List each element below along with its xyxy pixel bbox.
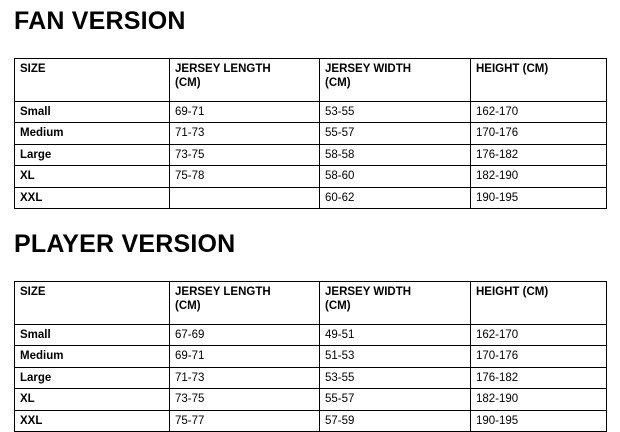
cell-jersey-length: 71-73 [170, 123, 320, 144]
table-row [15, 144, 607, 165]
column-header-jersey-length [170, 282, 320, 325]
cell-jersey-length [170, 187, 320, 208]
cell-height: 176-182 [471, 144, 607, 165]
cell-jersey-length: 69-71 [170, 102, 320, 123]
column-header-jersey-length-label: JERSEY LENGTH (CM) [175, 63, 271, 90]
table-body [15, 325, 607, 432]
table-row [15, 187, 607, 208]
column-header-height [471, 59, 607, 102]
column-header-height-label: HEIGHT (CM) [476, 286, 549, 298]
cell-height: 170-176 [471, 123, 607, 144]
cell-size: Medium [15, 123, 170, 144]
player-version-size-table [14, 281, 607, 432]
cell-size: XL [15, 166, 170, 187]
cell-height: 170-176 [471, 346, 607, 367]
fan-version-title: FAN VERSION [14, 7, 186, 35]
cell-jersey-width: 58-60 [320, 166, 471, 187]
cell-jersey-width: 55-57 [320, 389, 471, 410]
cell-jersey-width: 57-59 [320, 410, 471, 431]
cell-jersey-width: 49-51 [320, 325, 471, 346]
cell-jersey-width: 53-55 [320, 367, 471, 388]
fan-version-size-table [14, 58, 607, 209]
cell-height: 162-170 [471, 102, 607, 123]
table-body [15, 102, 607, 209]
cell-jersey-width: 55-57 [320, 123, 471, 144]
column-header-size-label: SIZE [20, 63, 46, 75]
table-header-row [15, 282, 607, 325]
column-header-jersey-width [320, 59, 471, 102]
cell-jersey-width: 51-53 [320, 346, 471, 367]
cell-size: Large [15, 144, 170, 165]
table-header-row [15, 59, 607, 102]
cell-size: XXL [15, 410, 170, 431]
cell-jersey-length: 73-75 [170, 389, 320, 410]
table-row [15, 389, 607, 410]
cell-height: 190-195 [471, 187, 607, 208]
cell-jersey-length: 75-78 [170, 166, 320, 187]
cell-height: 190-195 [471, 410, 607, 431]
column-header-height-label: HEIGHT (CM) [476, 63, 549, 75]
cell-jersey-width: 60-62 [320, 187, 471, 208]
table-row [15, 325, 607, 346]
column-header-jersey-length [170, 59, 320, 102]
cell-jersey-length: 71-73 [170, 367, 320, 388]
table-row [15, 367, 607, 388]
column-header-jersey-width-label: JERSEY WIDTH (CM) [325, 286, 412, 313]
cell-size: XXL [15, 187, 170, 208]
cell-size: Small [15, 325, 170, 346]
column-header-jersey-width [320, 282, 471, 325]
cell-height: 182-190 [471, 389, 607, 410]
cell-height: 182-190 [471, 166, 607, 187]
cell-height: 176-182 [471, 367, 607, 388]
player-version-title: PLAYER VERSION [14, 230, 236, 258]
cell-jersey-width: 58-58 [320, 144, 471, 165]
column-header-size [15, 59, 170, 102]
table-header [15, 59, 607, 102]
cell-jersey-length: 73-75 [170, 144, 320, 165]
table-row [15, 123, 607, 144]
cell-jersey-width: 53-55 [320, 102, 471, 123]
cell-jersey-length: 69-71 [170, 346, 320, 367]
cell-size: Large [15, 367, 170, 388]
column-header-jersey-width-label: JERSEY WIDTH (CM) [325, 63, 412, 90]
table-row [15, 166, 607, 187]
cell-size: Small [15, 102, 170, 123]
column-header-jersey-length-label: JERSEY LENGTH (CM) [175, 286, 271, 313]
cell-size: Medium [15, 346, 170, 367]
cell-size: XL [15, 389, 170, 410]
table-row [15, 102, 607, 123]
cell-height: 162-170 [471, 325, 607, 346]
table-header [15, 282, 607, 325]
cell-jersey-length: 75-77 [170, 410, 320, 431]
cell-jersey-length: 67-69 [170, 325, 320, 346]
table-row [15, 346, 607, 367]
column-header-size-label: SIZE [20, 286, 46, 298]
column-header-size [15, 282, 170, 325]
table-row [15, 410, 607, 431]
column-header-height [471, 282, 607, 325]
